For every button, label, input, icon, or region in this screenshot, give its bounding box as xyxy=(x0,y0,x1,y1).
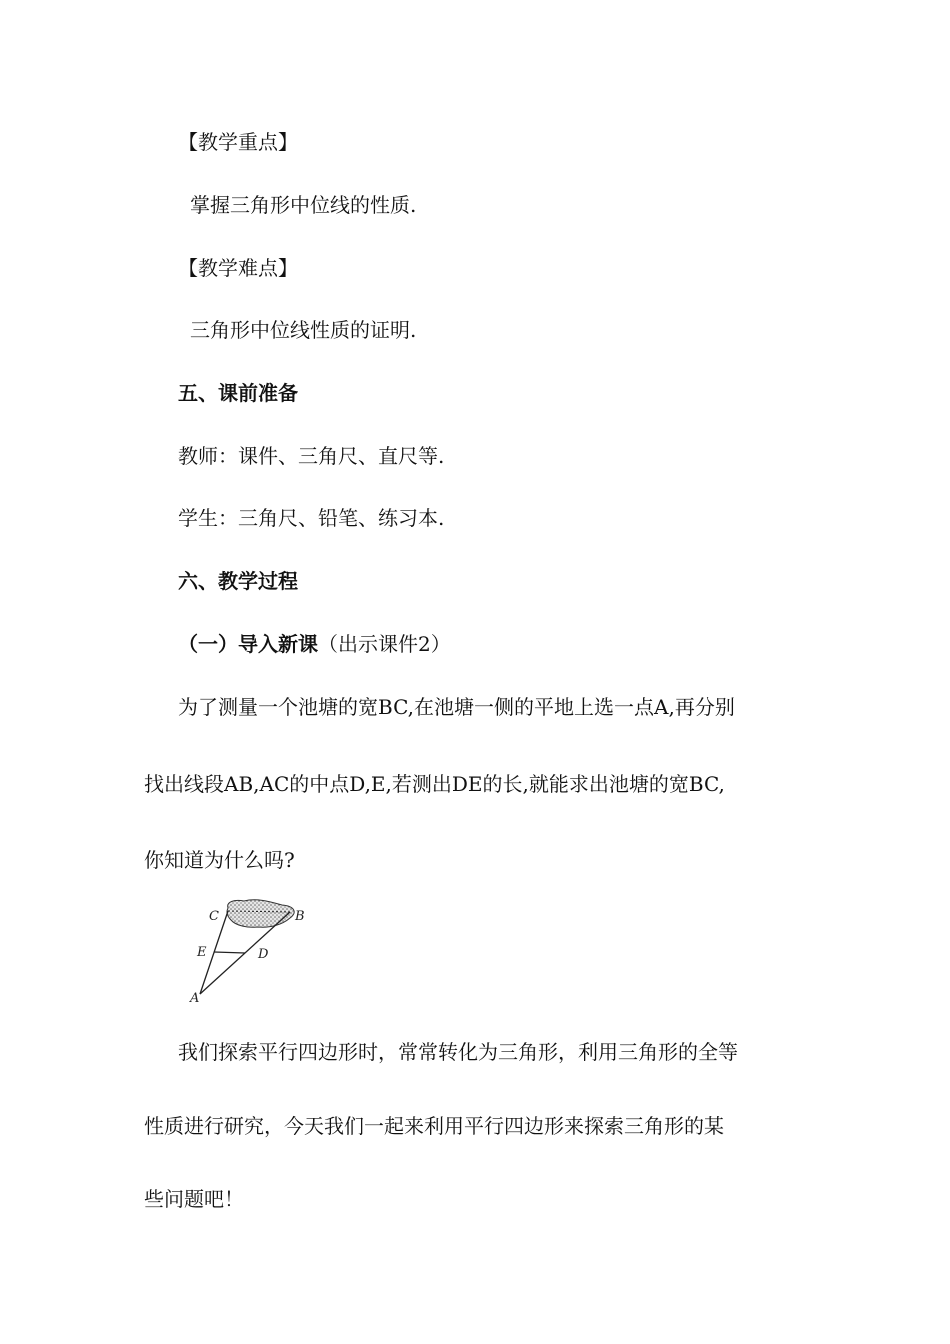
intro-line xyxy=(178,630,451,658)
problem-line-3: 你知道为什么吗? xyxy=(144,848,295,872)
segment-ed xyxy=(214,952,245,953)
closing-line-1: 我们探索平行四边形时，常常转化为三角形，利用三角形的全等 xyxy=(178,1040,738,1064)
teacher-prep: 教师：课件、三角尺、直尺等. xyxy=(178,444,445,468)
closing-line-3: 些问题吧！ xyxy=(144,1187,244,1211)
problem-line-1: 为了测量一个池塘的宽BC,在池塘一侧的平地上选一点A,再分别 xyxy=(178,695,735,719)
intro-heading: （一）导入新课 xyxy=(178,632,318,656)
key-point-text: 掌握三角形中位线的性质. xyxy=(190,193,417,217)
label-c: C xyxy=(209,909,219,924)
prep-heading: 五、课前准备 xyxy=(178,381,298,405)
pond-shape xyxy=(227,900,294,927)
difficulty-heading: 【教学难点】 xyxy=(178,256,298,280)
label-a: A xyxy=(190,991,200,1006)
label-d: D xyxy=(258,947,269,962)
label-b: B xyxy=(295,909,305,924)
label-e: E xyxy=(197,945,207,960)
student-prep: 学生：三角尺、铅笔、练习本. xyxy=(178,506,445,530)
closing-line-2: 性质进行研究，今天我们一起来利用平行四边形来探索三角形的某 xyxy=(144,1114,724,1138)
intro-note: （出示课件2） xyxy=(318,632,451,656)
pond-triangle-figure xyxy=(186,892,326,1014)
key-point-heading: 【教学重点】 xyxy=(178,130,298,154)
problem-line-2: 找出线段AB,AC的中点D,E,若测出DE的长,就能求出池塘的宽BC, xyxy=(144,772,725,796)
process-heading: 六、教学过程 xyxy=(178,569,298,593)
difficulty-text: 三角形中位线性质的证明. xyxy=(190,318,417,342)
